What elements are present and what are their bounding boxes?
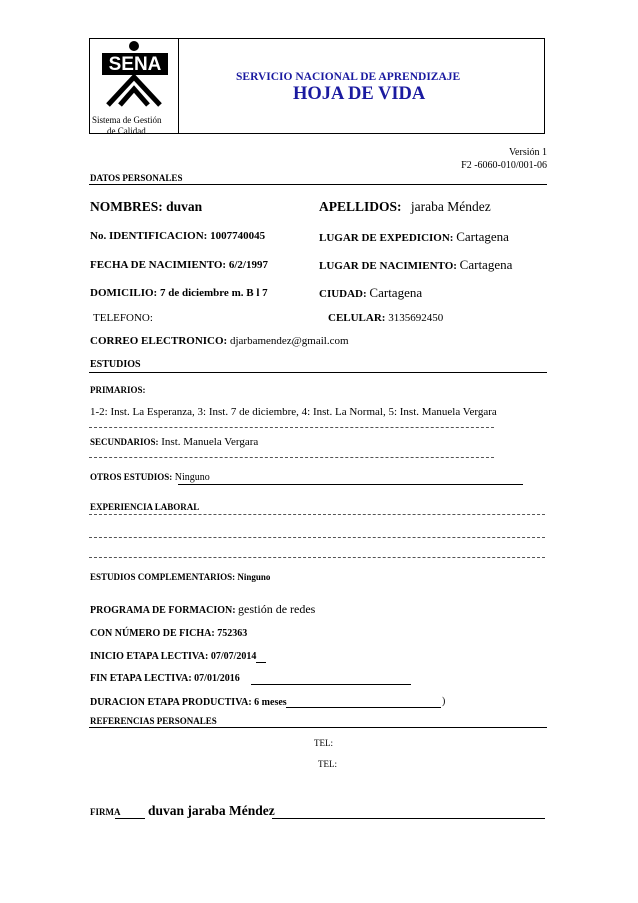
section-studies: ESTUDIOS [90,359,141,370]
fill-line [89,457,494,458]
secondary-value: Inst. Manuela Vergara [161,436,259,448]
fill-line [251,684,411,685]
start-field: INICIO ETAPA LECTIVA: 07/07/2014 [90,651,257,662]
quality-line-2: de Calidad [107,126,146,136]
program-label: PROGRAMA DE FORMACION: [90,605,236,616]
expedition-value: Cartagena [456,229,509,244]
surnames-label: APELLIDOS: [319,199,402,214]
secondary-label: SECUNDARIOS: [90,437,159,447]
phone-field: TELEFONO: [93,312,153,324]
divider [89,184,547,185]
org-name: SERVICIO NACIONAL DE APRENDIZAJE [236,71,461,83]
signature-label: FIRMA [90,807,121,817]
birthplace-label: LUGAR DE NACIMIENTO: [319,260,457,272]
id-field: No. IDENTIFICACION: 1007740045 [90,230,266,242]
end-field: FIN ETAPA LECTIVA: 07/01/2016 [90,673,240,684]
names-field: NOMBRES: duvan [90,199,203,214]
version: Versión 1 [508,147,547,158]
email-field [90,335,349,347]
secondary-field [90,436,258,448]
fill-line [89,537,545,538]
duration-field: DURACION ETAPA PRODUCTIVA: 6 meses [90,697,287,708]
other-value: Ninguno [174,472,210,483]
section-experience: EXPERIENCIA LABORAL [90,502,200,512]
ficha-field: CON NÚMERO DE FICHA: 752363 [90,628,248,639]
mobile-label: CELULAR: [328,312,386,324]
fill-line [256,662,266,663]
mobile-value: 3135692450 [388,312,444,324]
program-field [90,602,315,617]
birthplace-value: Cartagena [459,257,513,272]
city-field [319,285,422,301]
email-value: djarbamendez@gmail.com [229,335,349,347]
birthplace-field [319,257,512,273]
surnames-field [319,199,491,215]
address-field: DOMICILIO: 7 de diciembre m. B l 7 [90,287,268,299]
birthdate-field: FECHA DE NACIMIENTO: 6/2/1997 [90,259,268,271]
fill-line [115,818,145,819]
section-personal: DATOS PERSONALES [90,173,183,183]
other-label: OTROS ESTUDIOS: [90,472,173,482]
fill-line [178,484,523,485]
divider [89,372,547,373]
primary-value: 1-2: Inst. La Esperanza, 3: Inst. 7 de diciembre, 4: Inst. La Normal, 5: Inst. Manuela Vergara [90,406,497,418]
doc-code: F2 -6060-010/001-06 [461,160,547,171]
mobile-field [328,312,443,324]
ref-tel-1: TEL: [314,738,333,748]
logo-text: SENA [108,54,162,75]
fill-line [89,514,545,515]
divider [89,727,547,728]
signature-line [272,818,545,819]
fill-line [286,707,441,708]
header-box [89,38,545,134]
ref-tel-2: TEL: [318,759,337,769]
sena-logo [90,39,178,121]
primary-label: PRIMARIOS: [90,385,146,395]
surnames-value: jaraba Méndez [410,199,491,214]
email-label: CORREO ELECTRONICO: [90,335,228,347]
close-paren: ) [442,696,446,707]
section-references: REFERENCIAS PERSONALES [90,716,217,726]
section-complementary: ESTUDIOS COMPLEMENTARIOS: Ninguno [90,572,271,582]
signature-value: duvan jaraba Méndez [148,803,275,818]
expedition-label: LUGAR DE EXPEDICION: [319,232,454,244]
other-field [90,472,210,483]
city-value: Cartagena [369,285,423,300]
fill-line [89,427,494,428]
city-label: CIUDAD: [319,288,367,300]
doc-title: HOJA DE VIDA [293,84,426,104]
fill-line [89,557,545,558]
logo-cell [90,39,179,136]
quality-line-1: Sistema de Gestión [92,115,162,125]
program-value: gestión de redes [238,602,316,616]
expedition-field [319,229,509,245]
